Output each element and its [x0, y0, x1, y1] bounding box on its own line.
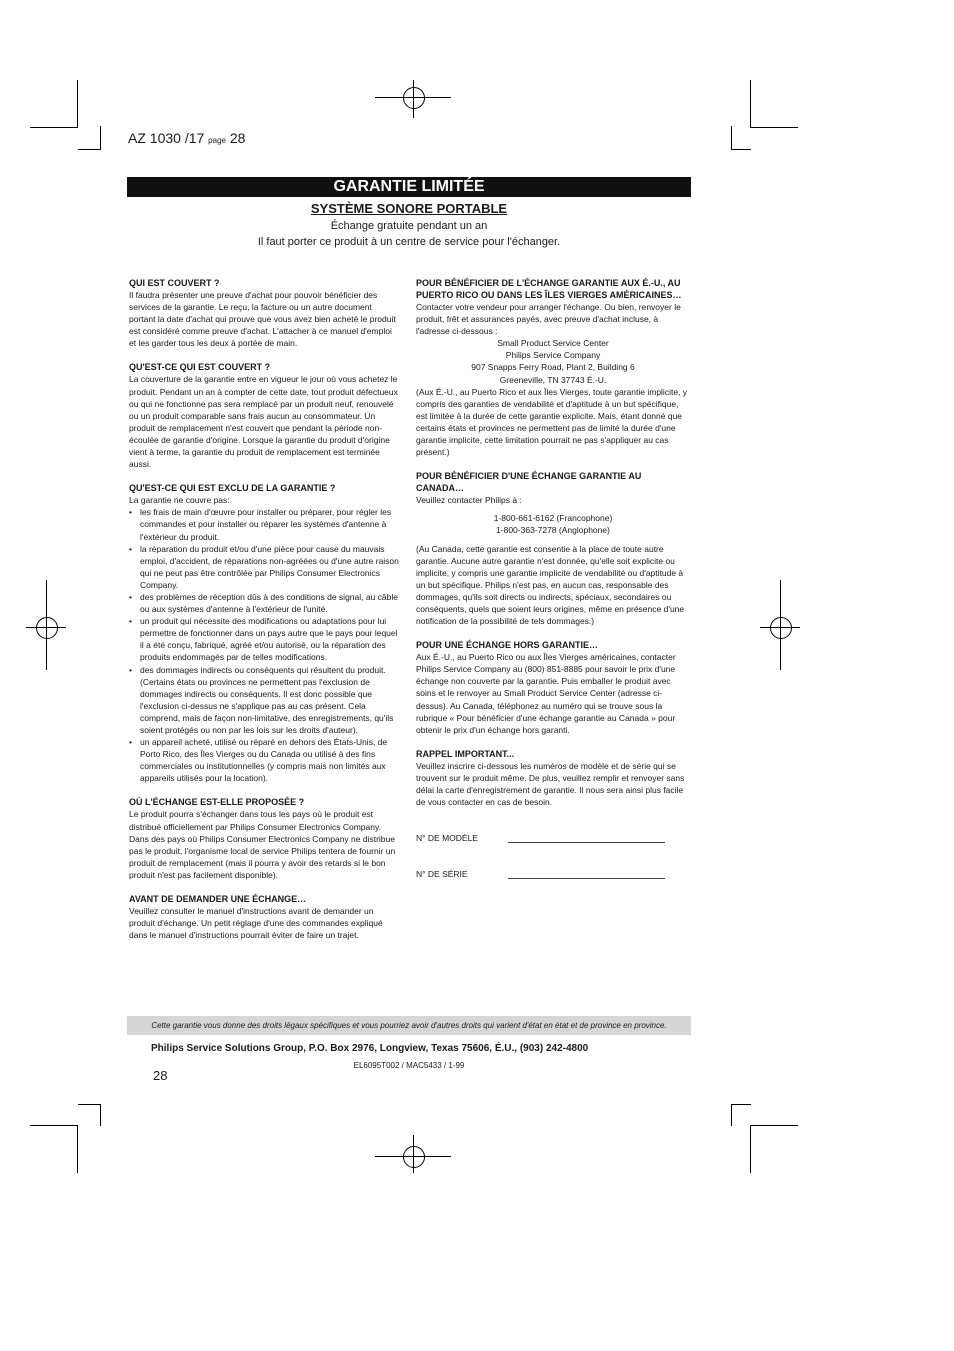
section-text: La couverture de la garantie entre en vigueur le jour où vous achetez le produit. Pendant un an à compter de cette date, tout produit défectueux ou qui ne fonctionne pas sera remplacé par un produit neuf, renouvelé ou un produit comparable sans frais aucun au consommateur. Un produit de remplacement n'est couvert que pendant la période non-écoulée de garantie d'origine. Lorsque la garantie du produit d'origine vient à terme, la garantie du produit de remplacement est terminée aussi.	[129, 374, 398, 470]
phone-line: 1-800-661-6162 (Francophone)	[493, 513, 613, 524]
section-heading: POUR UNE ÉCHANGE HORS GARANTIE…	[416, 640, 599, 651]
section-text: (Aux É.-U., au Puerto Rico et aux Îles Vierges, toute garantie implicite, y compris des garanties de vendabilité et d'aptitude à un but spécifique, est limitée à la durée de cette garantie explicite. Mais, étant donné que certains états et provinces ne permettent pas de limité la durée d'une garantie implicite, cette limitation pourrait ne pas s'appliquer au cas présent.)	[416, 386, 688, 458]
section-text: Veuillez contacter Philips à :	[416, 495, 522, 506]
address-line: Greeneville, TN 37743 É.-U.	[499, 374, 607, 385]
section-heading: POUR BÉNÉFICIER DE L'ÉCHANGE GARANTIE AUX É.-U., AU PUERTO RICO OU DANS LES ÎLES VIERGES AMÉRICAINES…	[416, 278, 682, 300]
phone-line: 1-800-363-7278 (Anglophone)	[496, 525, 610, 536]
serial-field-line[interactable]	[508, 870, 665, 879]
address-line: 907 Snapps Ferry Road, Plant 2, Building 6	[471, 362, 635, 373]
footer-address: Philips Service Solutions Group, P.O. Box 2976, Longview, Texas 75606, É.U., (903) 242-4800	[151, 1043, 589, 1054]
intro-line-2: Il faut porter ce produit à un centre de service pour l'échanger.	[257, 236, 561, 248]
section-heading: OÙ L'ÉCHANGE EST-ELLE PROPOSÉE ?	[129, 797, 305, 808]
page-header	[128, 130, 245, 146]
model-field	[416, 832, 690, 844]
page-number: 28	[153, 1068, 168, 1083]
address-block	[416, 337, 690, 385]
product-subtitle: SYSTÈME SONORE PORTABLE	[310, 201, 508, 216]
address-line: Philips Service Company	[505, 350, 601, 361]
model-number: AZ 1030 /17	[128, 130, 205, 146]
header-page-number: 28	[229, 130, 246, 146]
page-word: page	[208, 136, 226, 145]
list-item: • des dommages indirects ou conséquents qui résultent du produit. (Certains états ou provinces ne permettent pas l'exclusion de dommages indirects ou conséquents. Il est donc possible que l'exclusion ci-dessus ne s'applique pas au cas présent. Cela comprend, mais de façon non-limitative, des enregistrements, qu'ils soient protégés ou non par les lois sur les droits d'auteur).	[129, 664, 399, 737]
section-heading: QUI EST COUVERT ?	[129, 278, 220, 288]
intro-line-1: Échange gratuite pendant un an	[330, 220, 488, 232]
exclusions-list	[129, 506, 399, 784]
model-field-line[interactable]	[508, 834, 665, 843]
document-code: EL6095T002 / MAC5433 / 1-99	[353, 1061, 465, 1070]
section-text: (Au Canada, cette garantie est consentie à la place de toute autre garantie. Aucune autre garantie n'est donnée, qu'elle soit explicite ou implicite, y compris une garantie implicite de vendabilité ou d'aptitude à un but spécifique. Philips n'est pas, en aucun cas, responsable des dommages, qu'ils soit directs ou indirects, spéciaux, secondaires ou conséquents, quels que soient leurs origines, même en présence d'une notification de la possibilité de tels dommages.)	[416, 543, 685, 627]
list-item: • des problèmes de réception dûs à des conditions de signal, au câble ou aux systèmes d'antenne à l'extérieur de l'unité.	[129, 591, 399, 615]
serial-field	[416, 868, 690, 880]
model-field-label: N° DE MODÈLE	[416, 833, 478, 844]
section-text: Le produit pourra s'échanger dans tous les pays où le produit est distribué officiellement par Philips Consumer Electronics Company. Dans des pays où Philips Consumer Electronics Company ne distribue pas le produit, l'organisme local de service Philips tentera de fournir un produit de remplacement (mais il pourra y avoir des retards si le bon produit n'est pas facilement disponible).	[129, 809, 396, 880]
section-heading: AVANT DE DEMANDER UNE ÉCHANGE…	[129, 894, 307, 905]
section-text: Contacter votre vendeur pour arranger l'échange. Ou bien, renvoyer le produit, frêt et assurances payés, avec preuve d'achat incluse, à l'adresse ci-dessous :	[416, 302, 681, 337]
right-column	[416, 277, 690, 904]
list-item: • un produit qui nécessite des modifications ou adaptations pour lui permettre de fonctionner dans un pays autre que le pays pour lequel il a été conçu, fabriqué, agréé et/ou autorisé, ou la réparation des produits endommagés par de telles modifications.	[129, 615, 399, 663]
section-heading: POUR BÉNÉFICIER D'UNE ÉCHANGE GARANTIE AU CANADA…	[416, 471, 642, 494]
section-text: Veuillez consulter le manuel d'instructions avant de demander un produit d'échange. Un petit réglage d'une des commandes expliqué dans le manuel d'instructions pourrait éviter de faire un trajet.	[129, 906, 383, 941]
list-item: • un appareil acheté, utilisé ou réparé en dehors des États-Unis, de Porto Rico, des Îles Vierges ou du Canada ou utilisé à des fins commerciales ou institutionnelles (y compris mais non limités aux appareils utilisés pour la location).	[129, 736, 399, 784]
phone-block	[416, 512, 690, 536]
serial-field-label: N° DE SÉRIE	[416, 869, 468, 880]
legal-notice: Cette garantie vous donne des droits légaux spécifiques et vous pourriez avoir d'autres droits qui varient d'état en état et de province en province.	[127, 1016, 691, 1035]
section-text: La garantie ne couvre pas:	[129, 495, 230, 506]
address-line: Small Product Service Center	[497, 338, 609, 349]
section-heading: QU'EST-CE QUI EST COUVERT ?	[129, 362, 271, 373]
list-item: • la réparation du produit et/ou d'une pièce pour cause du mauvais emploi, d'accident, de réparations non-agréées ou d'une autre raison qui ne peut pas être contrôlée par Philips Consumer Electronics Company.	[129, 543, 399, 591]
left-column	[129, 277, 399, 953]
list-item: • les frais de main d'œuvre pour installer ou préparer, pour régler les commandes et pour installer ou réparer les systèmes d'antenne à l'extérieur du produit.	[129, 506, 399, 542]
section-text: Veuillez inscrire ci-dessous les numéros de modèle et de série qui se trouvent sur le produit même. De plus, veuillez remplir et renvoyer sans délai la carte d'enregistrement de garantie. Il nous sera ainsi plus facile de vous contacter en cas de besoin.	[416, 760, 685, 808]
section-heading: RAPPEL IMPORTANT...	[416, 748, 515, 759]
section-text: Il faudra présenter une preuve d'achat pour pouvoir bénéficier des services de la garantie. Le reçu, la facture ou un autre document portant la date d'achat qui prouve que vous avez bien acheté le produit est considéré comme preuve d'achat. L'attacher à ce manuel d'emploi et les garder tous les deux à portée de main.	[129, 290, 396, 349]
section-heading: QU'EST-CE QUI EST EXCLU DE LA GARANTIE ?	[129, 483, 336, 494]
section-text: Aux É.-U., au Puerto Rico ou aux Îles Vierges américaines, contacter Philips Service Company au (800) 851-8885 pour savoir le prix d'une échange non couverte par la garantie. Puis emballer le produit avec soins et le renvoyer au Small Product Service Center (adresse ci-dessus). Au Canada, téléphonez au numéro qui se trouve sous la rubrique « Pour bénéficier d'une échange garantie au Canada » pour obtenir le prix d'un échange hors garanti.	[416, 652, 676, 735]
page-title: GARANTIE LIMITÉE	[127, 177, 691, 197]
